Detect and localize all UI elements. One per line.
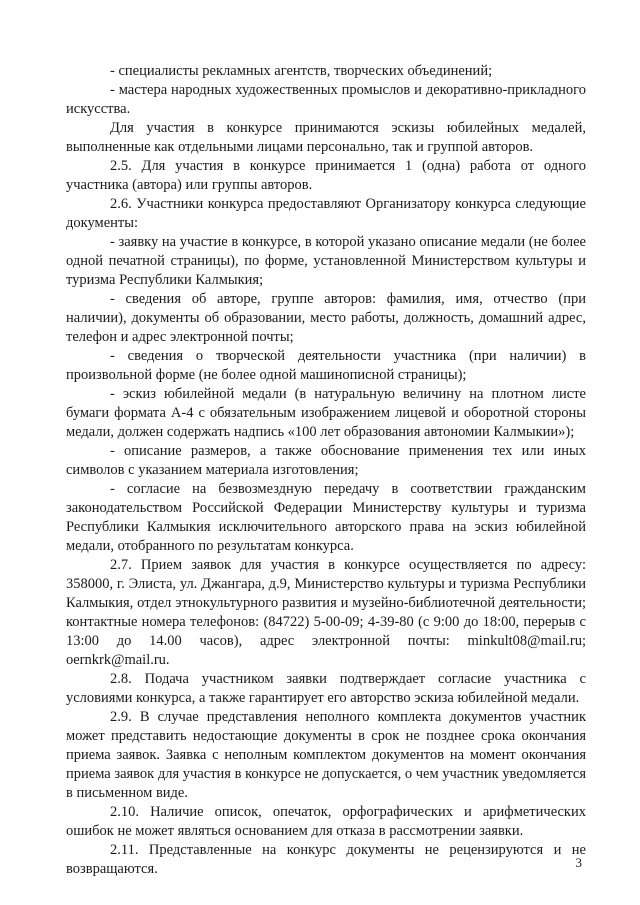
- paragraph-3: Для участия в конкурсе принимаются эскизы юбилейных медалей, выполненные как отдельными лицами персонально, так и группой авторов.: [66, 120, 586, 155]
- paragraph-10: - описание размеров, а также обоснование применения тех или иных символов с указанием материала изготовления;: [66, 443, 586, 478]
- paragraph-11: - согласие на безвозмездную передачу в соответствии гражданским законодательством Российской Федерации Министерству культуры и туризма Республики Калмыкия исключительного авторского права на эскиз юбилейной медали, отобранного по результатам конкурса.: [66, 481, 586, 554]
- paragraph-4: 2.5. Для участия в конкурсе принимается 1 (одна) работа от одного участника (автора) или группы авторов.: [66, 158, 586, 193]
- paragraph-12: 2.7. Прием заявок для участия в конкурсе осуществляется по адресу: 358000, г. Элиста, ул. Джангара, д.9, Министерство культуры и туризма Республики Калмыкия, отдел этнокультурного развития и музейно-библиотечной деятельности; контактные номера телефонов: (84722) 5-00-09; 4-39-80 (с 9:00 до 18:00, перерыв с 13:00 до 14.00 часов), адрес электронной почты: minkult08@mail.ru; oernkrk@mail.ru.: [66, 557, 586, 668]
- page-number: 3: [575, 855, 582, 870]
- paragraph-13: 2.8. Подача участником заявки подтверждает согласие участника с условиями конкурса, а также гарантирует его авторство эскиза юбилейной медали.: [66, 671, 586, 706]
- paragraph-2: - мастера народных художественных промыслов и декоративно-прикладного искусства.: [66, 82, 586, 117]
- paragraph-1: - специалисты рекламных агентств, творческих объединений;: [110, 63, 493, 79]
- paragraph-5: 2.6. Участники конкурса предоставляют Организатору конкурса следующие документы:: [66, 196, 586, 231]
- paragraph-16: 2.11. Представленные на конкурс документы не рецензируются и не возвращаются.: [66, 842, 586, 877]
- paragraph-8: - сведения о творческой деятельности участника (при наличии) в произвольной форме (не более одной машинописной страницы);: [66, 348, 586, 383]
- paragraph-9: - эскиз юбилейной медали (в натуральную величину на плотном листе бумаги формата А-4 с обязательным изображением лицевой и оборотной стороны медали, должен содержать надпись «100 лет образования автономии Калмыкии»);: [66, 386, 586, 440]
- document-body: [66, 62, 586, 879]
- paragraph-7: - сведения об авторе, группе авторов: фамилия, имя, отчество (при наличии), документы об образовании, место работы, должность, домашний адрес, телефон и адрес электронной почты;: [66, 291, 586, 345]
- paragraph-14: 2.9. В случае представления неполного комплекта документов участник может представить недостающие документы в срок не позднее срока окончания приема заявок. Заявка с неполным комплектом документов на момент окончания приема заявок для участия в конкурсе не допускается, о чем участник уведомляется в письменном виде.: [66, 709, 586, 801]
- paragraph-6: - заявку на участие в конкурсе, в которой указано описание медали (не более одной печатной страницы), по форме, установленной Министерством культуры и туризма Республики Калмыкия;: [66, 234, 586, 288]
- paragraph-15: 2.10. Наличие описок, опечаток, орфографических и арифметических ошибок не может являться основанием для отказа в рассмотрении заявки.: [66, 804, 586, 839]
